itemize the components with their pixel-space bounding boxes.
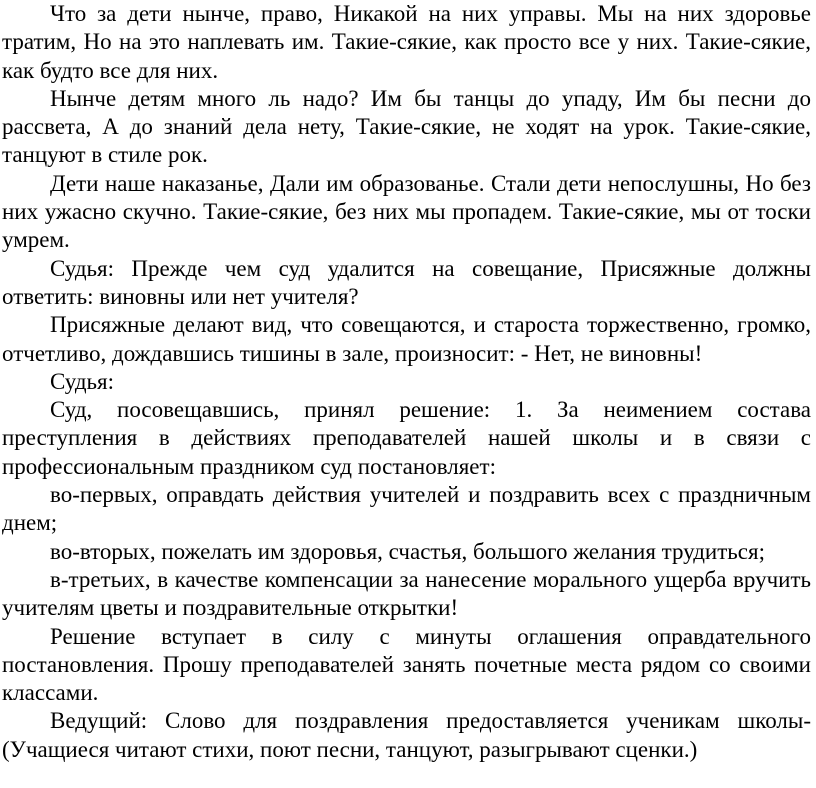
paragraph-court-decision: Суд, посовещавшись, принял решение: 1. За неимением состава преступления в действиях преподавателей нашей школы и в связи с профессиональным праздником суд постановляет: [2,397,811,479]
paragraph-decision-third: в-третьих, в качестве компенсации за нанесение морального ущерба вручить учителям цветы и поздравительные открытки! [2,566,811,621]
paragraph-decision-effect: Решение вступает в силу с минуты оглашения оправдательного постановления. Прошу преподавателей занять почетные места рядом со своими классами. [2,623,811,706]
paragraph-song-verse-1: Что за дети нынче, право, Никакой на них управы. Мы на них здоровье тратим, Но на это наплевать им. Такие-сякие, как просто все у них. Такие-сякие, как будто все для них. [2,1,811,83]
paragraph-decision-first: во-первых, оправдать действия учителей и поздравить всех с праздничным днем; [2,482,811,536]
paragraph-judge-question: Судья: Прежде чем суд удалится на совещание, Присяжные должны ответить: виновны или нет учителя? [2,255,811,309]
paragraph-jury-verdict: Присяжные делают вид, что совещаются, и староста торжественно, громко, отчетливо, дождавшись тишины в зале, произносит: - Нет, не виновны! [2,312,811,366]
paragraph-decision-second: во-вторых, пожелать им здоровья, счастья, большого желания трудиться; [50,538,765,564]
paragraph-judge-label: Судья: [50,368,114,394]
paragraph-song-verse-2: Нынче детям много ль надо? Им бы танцы до упаду, Им бы песни до рассвета, А до знаний дела нету, Такие-сякие, не ходят на урок. Такие-сякие, танцуют в стиле рок. [2,85,811,168]
paragraph-song-verse-3: Дети наше наказанье, Дали им образованье. Стали дети непослушны, Но без них ужасно скучно. Такие-сякие, без них мы пропадем. Такие-сякие, мы от тоски умрем. [2,170,811,253]
paragraph-host-congratulations: Ведущий: Слово для поздравления предоставляется ученикам школы-(Учащиеся читают стихи, поют песни, танцуют, разыгрывают сценки.) [2,708,811,762]
